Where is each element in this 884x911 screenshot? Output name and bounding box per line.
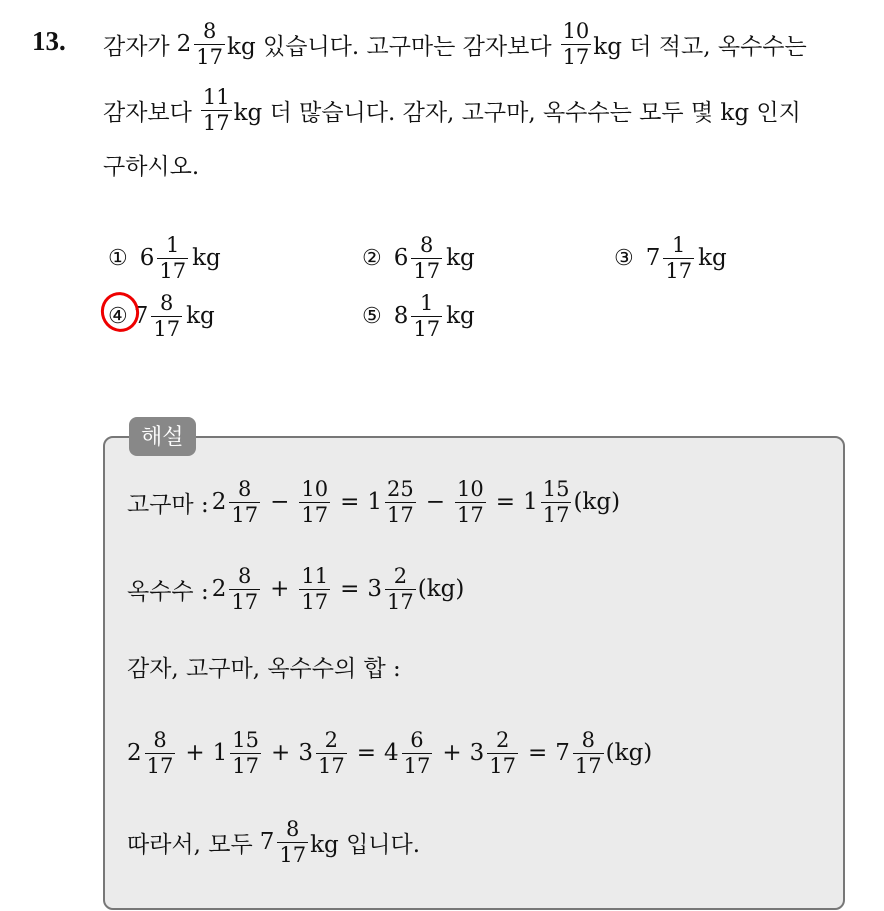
unit: kg [192,245,221,271]
mixed-whole: 6 [393,245,409,271]
fraction: $\frac{10}{17}$ [562,18,590,69]
question-text: kg 더 많습니다. 감자, 고구마, 옥수수는 모두 몇 kg 인지 [233,99,801,126]
mixed-whole: 2 [211,576,227,602]
fraction: $\frac{10}{17}$ [457,476,484,527]
question-line-3: 구하시오. [103,153,200,180]
operator: − [425,489,446,515]
fraction: $\frac{15}{17}$ [542,476,570,527]
choice-5[interactable] [362,290,475,342]
mixed-whole: 1 [212,740,228,766]
mixed-whole: 1 [523,489,538,515]
choice-mark: ① [108,245,128,271]
mixed-whole: 4 [383,740,399,766]
choice-mark: ② [362,245,382,271]
operator: − [270,489,290,515]
explanation-line-4 [127,727,652,779]
operator: + [185,740,205,766]
conclusion-text: kg 입니다. [310,831,421,858]
fraction: $\frac{1}{17}$ [665,232,693,283]
operator: + [270,576,290,602]
unit: (kg) [417,576,465,602]
fraction: $\frac{8}{17}$ [146,727,174,778]
unit: kg [186,303,215,329]
mixed-whole: 8 [393,303,409,329]
question-line-2 [103,84,801,136]
fraction: $\frac{1}{17}$ [159,232,187,283]
mixed-whole: 3 [298,740,313,766]
fraction: $\frac{6}{17}$ [403,727,431,778]
unit: (kg) [605,740,653,766]
fraction: $\frac{25}{17}$ [387,476,414,527]
unit: kg [446,303,475,329]
fraction: $\frac{10}{17}$ [301,476,329,527]
equals: = [528,740,548,766]
fraction: $\frac{8}{17}$ [153,290,181,341]
fraction: $\frac{8}{17}$ [231,476,259,527]
fraction: $\frac{11}{17}$ [301,563,329,614]
explanation-line-2 [127,563,464,615]
line-label: 옥수수 : [127,578,209,605]
question-text: 감자보다 [103,99,192,126]
question-text: 감자가 [103,33,170,60]
explanation-line-5 [127,816,420,868]
mixed-whole: 6 [139,245,155,271]
mixed-whole: 7 [555,740,570,766]
unit: kg [446,245,475,271]
mixed-whole: 7 [645,245,661,271]
choice-mark: ③ [614,245,634,271]
question-text: kg 있습니다. 고구마는 감자보다 [227,33,552,60]
unit: (kg) [573,489,621,515]
fraction: $\frac{2}{17}$ [317,727,345,778]
equals: = [495,489,516,515]
mixed-whole: 1 [367,489,383,515]
explanation-line-3: 감자, 고구마, 옥수수의 합 : [127,655,401,682]
fraction: $\frac{8}{17}$ [574,727,602,778]
fraction: $\frac{8}{17}$ [279,816,307,867]
mixed-whole: 3 [469,740,485,766]
question-line-1 [103,18,807,70]
question-number: 13. [32,26,66,56]
equals: = [356,740,376,766]
operator: + [271,740,291,766]
mixed-whole: 7 [259,829,275,855]
unit: kg [698,245,727,271]
fraction: $\frac{2}{17}$ [489,727,516,778]
fraction: $\frac{8}{17}$ [231,563,259,614]
mixed-whole: 2 [176,31,192,57]
fraction: $\frac{8}{17}$ [196,18,224,69]
fraction: $\frac{15}{17}$ [232,727,260,778]
line-label: 고구마 : [127,491,209,518]
mixed-whole: 7 [133,303,149,329]
choice-2[interactable] [362,232,475,284]
fraction: $\frac{1}{17}$ [413,290,441,341]
equals: = [340,489,360,515]
mixed-whole: 2 [127,740,142,766]
choice-1[interactable] [108,232,221,284]
choice-3[interactable] [614,232,727,284]
question-text: kg 더 적고, 옥수수는 [593,33,807,60]
fraction: $\frac{11}{17}$ [202,84,230,135]
equals: = [340,576,360,602]
fraction: $\frac{2}{17}$ [387,563,414,614]
mixed-whole: 3 [367,576,383,602]
choice-mark: ⑤ [362,303,382,329]
mixed-whole: 2 [211,489,227,515]
operator: + [442,740,462,766]
choice-mark: ④ [108,303,128,329]
fraction: $\frac{8}{17}$ [413,232,441,283]
explanation-tag: 해설 [129,417,196,456]
conclusion-text: 따라서, 모두 [127,831,253,858]
explanation-line-1 [127,476,620,528]
